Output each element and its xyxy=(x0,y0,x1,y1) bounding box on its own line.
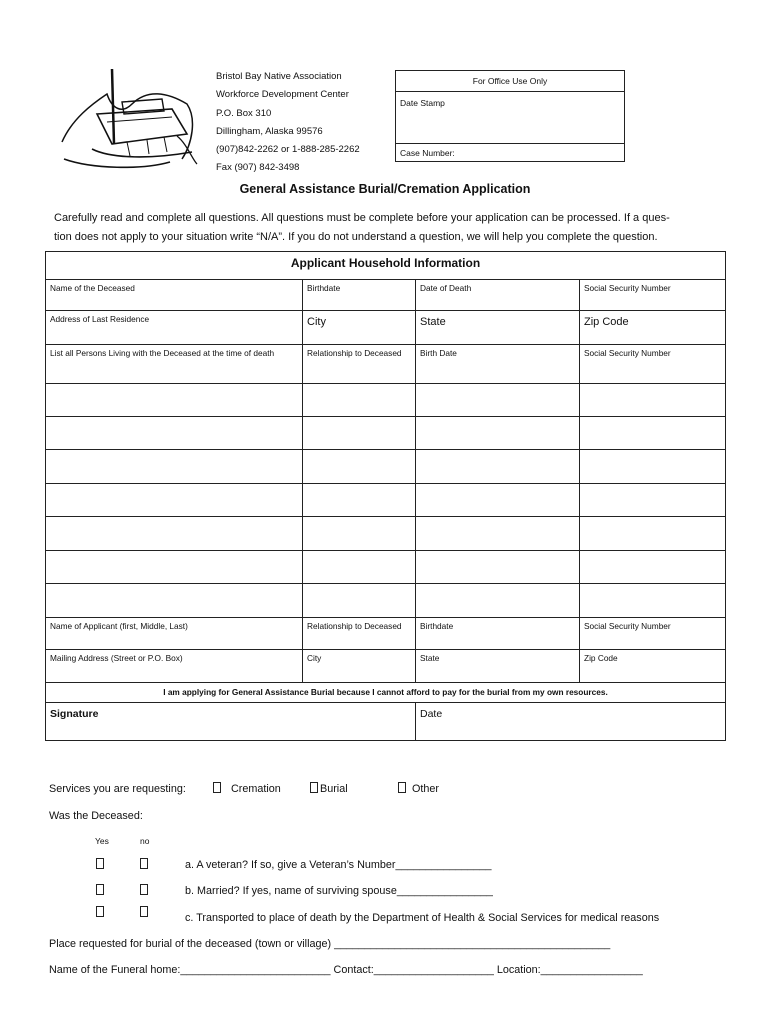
applicant-birthdate-field[interactable]: Birthdate xyxy=(416,618,580,650)
mailing-address-field[interactable]: Mailing Address (Street or P.O. Box) xyxy=(46,650,303,683)
burial-option: Burial xyxy=(320,783,348,795)
mailing-state-field[interactable]: State xyxy=(416,650,580,683)
table-cell[interactable] xyxy=(46,551,303,584)
table-cell[interactable] xyxy=(580,517,726,551)
table-cell[interactable] xyxy=(303,450,416,484)
table-heading: Applicant Household Information xyxy=(46,252,726,280)
table-row xyxy=(46,450,726,484)
table-cell[interactable] xyxy=(46,584,303,618)
affordability-statement: I am applying for General Assistance Burial because I cannot afford to pay for the burial from my own resources. xyxy=(46,683,726,703)
transported-no-checkbox[interactable] xyxy=(140,906,148,917)
table-cell[interactable] xyxy=(303,417,416,450)
table-row xyxy=(46,551,726,584)
address-line: Bristol Bay Native Association xyxy=(216,71,342,82)
applicant-name-field[interactable]: Name of Applicant (first, Middle, Last) xyxy=(46,618,303,650)
table-row xyxy=(46,417,726,450)
form-title: General Assistance Burial/Cremation Application xyxy=(239,182,531,196)
other-checkbox[interactable] xyxy=(398,782,406,793)
table-cell[interactable] xyxy=(416,584,580,618)
services-label: Services you are requesting: xyxy=(49,783,186,795)
instructions xyxy=(54,209,714,247)
instruction-line: Carefully read and complete all questions. All questions must be complete before your application can be processed. If a ques- xyxy=(54,212,670,224)
date-stamp-label: Date Stamp xyxy=(400,98,445,108)
table-cell[interactable] xyxy=(580,551,726,584)
deceased-name-field[interactable]: Name of the Deceased xyxy=(46,280,303,311)
table-cell[interactable] xyxy=(416,417,580,450)
last-address-field[interactable]: Address of Last Residence xyxy=(46,311,303,345)
married-question: b. Married? If yes, name of surviving spouse________________ xyxy=(185,885,493,897)
table-cell[interactable] xyxy=(303,484,416,517)
table-cell[interactable] xyxy=(580,417,726,450)
office-use-box xyxy=(395,70,625,162)
married-no-checkbox[interactable] xyxy=(140,884,148,895)
no-column-label: no xyxy=(140,836,150,846)
address-line: P.O. Box 310 xyxy=(216,107,272,119)
date-of-death-field[interactable]: Date of Death xyxy=(416,280,580,311)
address-line: (907)842-2262 or 1-888-285-2262 xyxy=(216,144,360,156)
organization-logo xyxy=(52,64,202,176)
mailing-zip-field[interactable]: Zip Code xyxy=(580,650,726,683)
mailing-city-field[interactable]: City xyxy=(303,650,416,683)
table-cell[interactable] xyxy=(416,384,580,417)
transported-question: c. Transported to place of death by the Department of Health & Social Services for medical reasons xyxy=(185,912,660,924)
persons-list-header: List all Persons Living with the Deceased at the time of death xyxy=(46,345,303,384)
was-deceased-label: Was the Deceased: xyxy=(49,810,143,822)
table-cell[interactable] xyxy=(46,384,303,417)
applicant-ssn-field[interactable]: Social Security Number xyxy=(580,618,726,650)
table-cell[interactable] xyxy=(303,551,416,584)
signature-field[interactable]: Signature xyxy=(46,703,416,741)
city-field[interactable]: City xyxy=(303,311,416,345)
birthdate-field[interactable]: Birthdate xyxy=(303,280,416,311)
yes-column-label: Yes xyxy=(95,836,109,846)
address-line: Workforce Development Center xyxy=(216,89,349,101)
case-number-label: Case Number: xyxy=(396,143,624,162)
address-line: Dillingham, Alaska 99576 xyxy=(216,125,323,137)
veteran-question: a. A veteran? If so, give a Veteran’s Number________________ xyxy=(185,859,492,871)
table-cell[interactable] xyxy=(303,517,416,551)
table-row xyxy=(46,484,726,517)
zip-field[interactable]: Zip Code xyxy=(580,311,726,345)
table-cell[interactable] xyxy=(416,517,580,551)
table-cell[interactable] xyxy=(580,484,726,517)
table-row xyxy=(46,517,726,551)
table-cell[interactable] xyxy=(416,484,580,517)
veteran-no-checkbox[interactable] xyxy=(140,858,148,869)
instruction-line: tion does not apply to your situation write “N/A”. If you do not understand a question, we will help you complete the question. xyxy=(54,231,658,243)
table-cell[interactable] xyxy=(303,584,416,618)
burial-checkbox[interactable] xyxy=(310,782,318,793)
table-cell[interactable] xyxy=(416,450,580,484)
household-table xyxy=(45,251,726,741)
table-cell[interactable] xyxy=(46,417,303,450)
married-yes-checkbox[interactable] xyxy=(96,884,104,895)
date-field[interactable]: Date xyxy=(416,703,726,741)
funeral-home-field[interactable]: Name of the Funeral home:_________________________ Contact:____________________ Location:_________________ xyxy=(49,964,643,976)
organization-address xyxy=(216,68,360,178)
table-cell[interactable] xyxy=(46,517,303,551)
relationship-header: Relationship to Deceased xyxy=(303,345,416,384)
transported-yes-checkbox[interactable] xyxy=(96,906,104,917)
table-cell[interactable] xyxy=(416,551,580,584)
table-cell[interactable] xyxy=(580,584,726,618)
cremation-checkbox[interactable] xyxy=(213,782,221,793)
address-line: Fax (907) 842-3498 xyxy=(216,162,300,174)
table-row xyxy=(46,584,726,618)
cremation-option: Cremation xyxy=(231,783,281,795)
table-cell[interactable] xyxy=(46,484,303,517)
table-cell[interactable] xyxy=(303,384,416,417)
table-cell[interactable] xyxy=(580,384,726,417)
birth-date-header: Birth Date xyxy=(416,345,580,384)
veteran-yes-checkbox[interactable] xyxy=(96,858,104,869)
ssn-header: Social Security Number xyxy=(580,345,726,384)
applicant-relationship-field[interactable]: Relationship to Deceased xyxy=(303,618,416,650)
table-cell[interactable] xyxy=(580,450,726,484)
other-option: Other xyxy=(412,783,440,795)
table-row xyxy=(46,384,726,417)
table-cell[interactable] xyxy=(46,450,303,484)
burial-place-field[interactable]: Place requested for burial of the deceased (town or village) ______________________________________________ xyxy=(49,938,611,950)
office-use-heading: For Office Use Only xyxy=(396,71,624,92)
ssn-field[interactable]: Social Security Number xyxy=(580,280,726,311)
state-field[interactable]: State xyxy=(416,311,580,345)
